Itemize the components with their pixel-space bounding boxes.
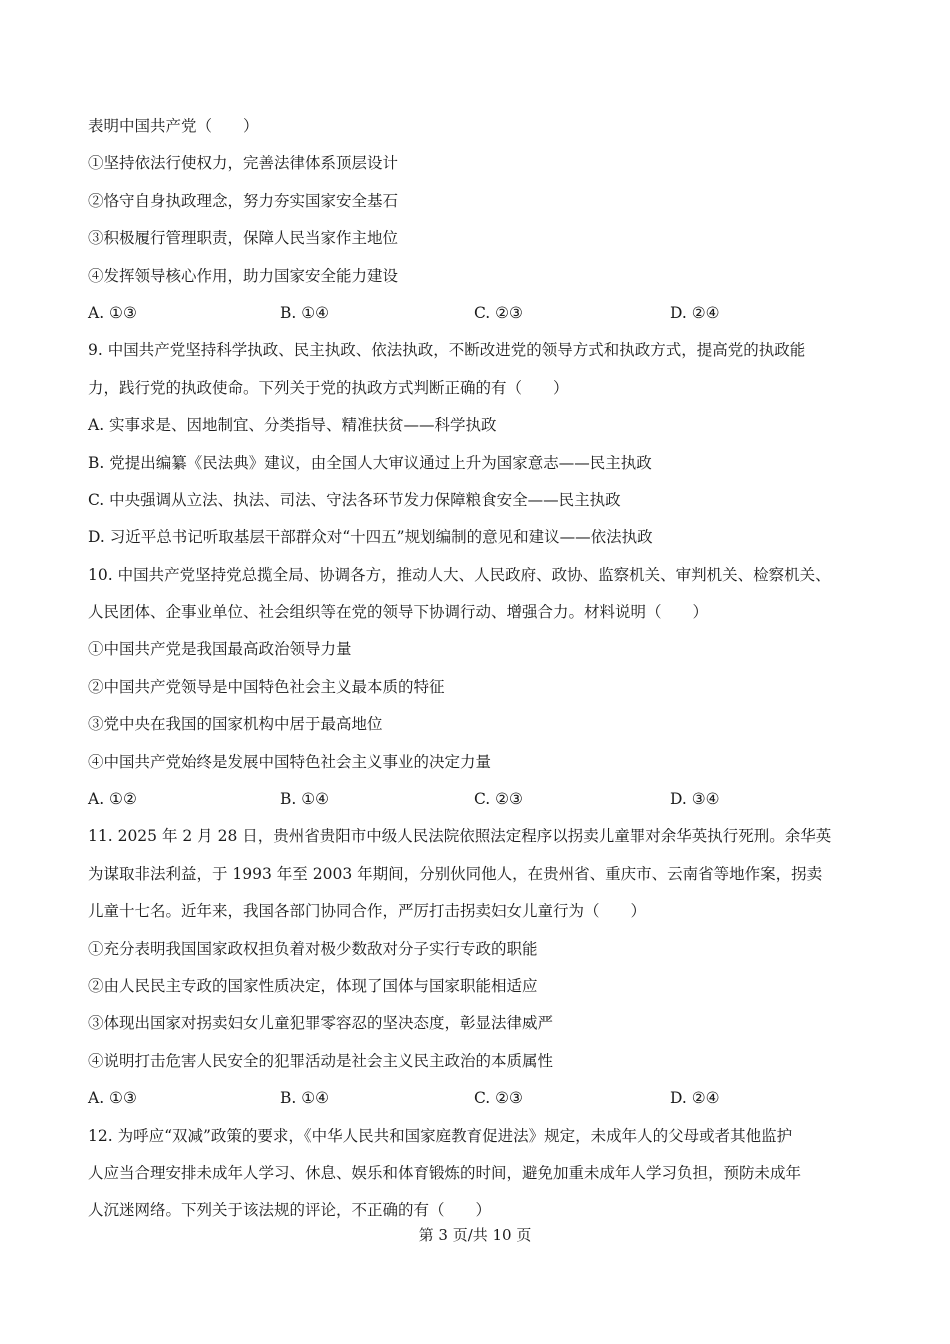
- q9-option-c: C. 中央强调从立法、执法、司法、守法各环节发力保障粮食安全——民主执政: [88, 490, 621, 509]
- q11-option-c: C. ②③: [474, 1089, 523, 1108]
- q8-statement-1: ①坚持依法行使权力，完善法律体系顶层设计: [88, 154, 399, 173]
- q8-statement-4: ④发挥领导核心作用，助力国家安全能力建设: [88, 266, 399, 285]
- q10-statement-4: ④中国共产党始终是发展中国特色社会主义事业的决定力量: [88, 752, 492, 771]
- q10-option-c: C. ②③: [474, 790, 523, 809]
- q10-stem-line-1: 10. 中国共产党坚持党总揽全局、协调各方，推动人大、人民政府、政协、监察机关、审判机关、检察机关、: [88, 565, 831, 584]
- q11-options: [88, 1080, 878, 1117]
- q9-option-d: D. 习近平总书记听取基层干部群众对“十四五”规划编制的意见和建议——依法执政: [88, 528, 653, 547]
- page-number-footer: 第 3 页/共 10 页: [418, 1226, 532, 1244]
- q12-stem-line-1: 12. 为呼应“双减”政策的要求，《中华人民共和国家庭教育促进法》规定，未成年人的父母或者其他监护: [88, 1126, 793, 1145]
- q11-statement-2: ②由人民民主专政的国家性质决定，体现了国体与国家职能相适应: [88, 976, 538, 995]
- q8-statement-2: ②恪守自身执政理念，努力夯实国家安全基石: [88, 191, 399, 210]
- q10-statement-1: ①中国共产党是我国最高政治领导力量: [88, 640, 352, 659]
- q11-option-b: B. ①④: [280, 1089, 330, 1108]
- q8-option-b: B. ①④: [280, 303, 330, 322]
- q10-stem-line-2: 人民团体、企事业单位、社会组织等在党的领导下协调行动、增强合力。材料说明（ ）: [88, 603, 709, 622]
- q11-option-a: A. ①③: [88, 1089, 137, 1108]
- q9-option-b: B. 党提出编纂《民法典》建议，由全国人大审议通过上升为国家意志——民主执政: [88, 453, 652, 472]
- q11-stem-line-1: 11. 2025 年 2 月 28 日，贵州省贵阳市中级人民法院依照法定程序以拐卖儿童罪对余华英执行死刑。余华英: [88, 827, 832, 846]
- q10-option-b: B. ①④: [280, 790, 330, 809]
- q9-stem-line-1: 9. 中国共产党坚持科学执政、民主执政、依法执政，不断改进党的领导方式和执政方式，提高党的执政能: [88, 341, 806, 360]
- q12-stem-line-3: 人沉迷网络。下列关于该法规的评论，不正确的有（ ）: [88, 1201, 492, 1220]
- q10-statement-3: ③党中央在我国的国家机构中居于最高地位: [88, 715, 383, 734]
- q11-stem-line-2: 为谋取非法利益，于 1993 年至 2003 年期间，分别伙同他人，在贵州省、重庆市、云南省等地作案，拐卖: [88, 864, 823, 883]
- q8-statement-3: ③积极履行管理职责，保障人民当家作主地位: [88, 229, 399, 248]
- q11-option-d: D. ②④: [670, 1089, 720, 1108]
- q11-statement-4: ④说明打击危害人民安全的犯罪活动是社会主义民主政治的本质属性: [88, 1051, 554, 1070]
- q10-statement-2: ②中国共产党领导是中国特色社会主义最本质的特征: [88, 677, 445, 696]
- q8-stem-end: 表明中国共产党（ ）: [88, 117, 259, 135]
- q8-options: [88, 295, 878, 332]
- q12-stem-line-2: 人应当合理安排未成年人学习、休息、娱乐和体育锻炼的时间，避免加重未成年人学习负担，预防未成年: [88, 1163, 802, 1182]
- page-content: [88, 108, 878, 1230]
- q11-stem-line-3: 儿童十七名。近年来，我国各部门协同合作，严厉打击拐卖妇女儿童行为（ ）: [88, 902, 647, 921]
- q11-statement-1: ①充分表明我国国家政权担负着对极少数敌对分子实行专政的职能: [88, 939, 538, 958]
- q9-option-a: A. 实事求是、因地制宜、分类指导、精准扶贫——科学执政: [88, 416, 497, 435]
- q8-option-a: A. ①③: [88, 303, 137, 322]
- q8-option-c: C. ②③: [474, 303, 523, 322]
- q11-statement-3: ③体现出国家对拐卖妇女儿童犯罪零容忍的坚决态度，彰显法律威严: [88, 1014, 554, 1033]
- q10-options: [88, 781, 878, 818]
- q10-option-a: A. ①②: [88, 790, 137, 809]
- q8-option-d: D. ②④: [670, 303, 720, 322]
- q9-stem-line-2: 力，践行党的执政使命。下列关于党的执政方式判断正确的有（ ）: [88, 378, 569, 397]
- q10-option-d: D. ③④: [670, 790, 720, 809]
